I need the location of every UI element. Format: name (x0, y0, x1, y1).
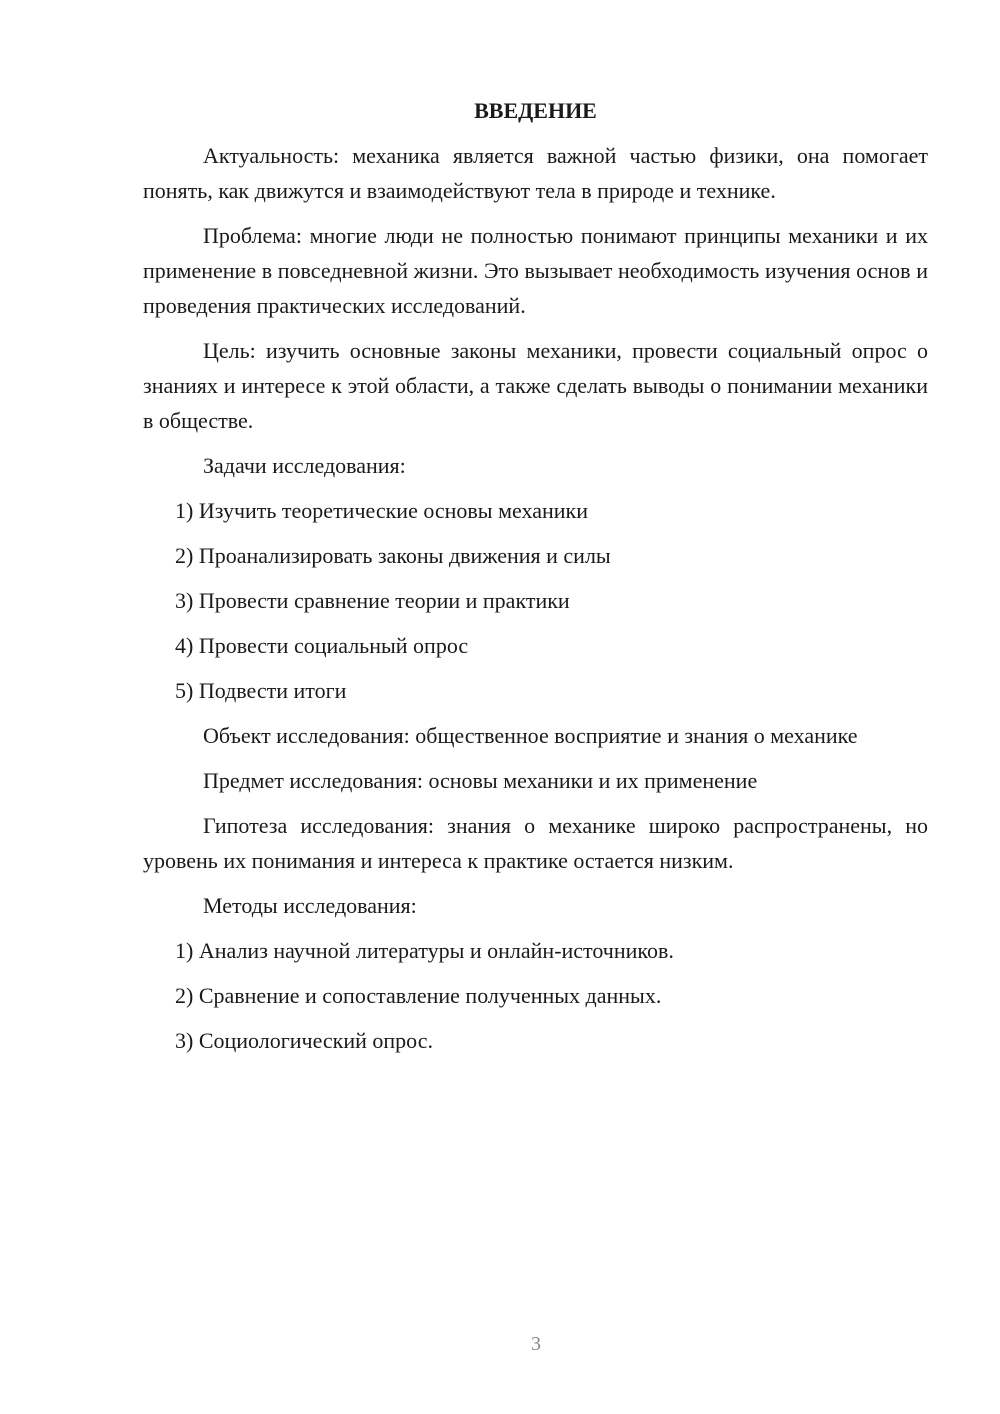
problem-paragraph: Проблема: многие люди не полностью понимают принципы механики и их применение в повседневной жизни. Это вызывает необходимость изучения основ и проведения практических исследований. (143, 223, 928, 318)
subject-paragraph: Предмет исследования: основы механики и их применение (203, 768, 758, 793)
hypothesis-paragraph: Гипотеза исследования: знания о механике широко распространены, но уровень их понимания и интереса к практике остается низким. (143, 813, 928, 873)
methods-heading: Методы исследования: (203, 893, 417, 918)
page-number: 3 (531, 1333, 541, 1355)
task-item: 3) Провести сравнение теории и практики (175, 588, 570, 613)
page-content (143, 96, 928, 1068)
task-item: 5) Подвести итоги (175, 678, 347, 703)
method-item: 1) Анализ научной литературы и онлайн-источников. (175, 938, 674, 963)
method-item: 3) Социологический опрос. (175, 1028, 433, 1053)
relevance-paragraph: Актуальность: механика является важной частью физики, она помогает понять, как движутся и взаимодействуют тела в природе и технике. (143, 143, 928, 203)
method-item: 2) Сравнение и сопоставление полученных данных. (175, 983, 662, 1008)
tasks-list (143, 493, 928, 708)
goal-paragraph: Цель: изучить основные законы механики, провести социальный опрос о знаниях и интересе к этой области, а также сделать выводы о понимании механики в обществе. (143, 338, 928, 433)
task-item: 1) Изучить теоретические основы механики (175, 498, 588, 523)
object-paragraph: Объект исследования: общественное восприятие и знания о механике (203, 723, 858, 748)
methods-list (143, 933, 928, 1058)
page-title: ВВЕДЕНИЕ (474, 98, 597, 123)
tasks-heading: Задачи исследования: (203, 453, 406, 478)
task-item: 2) Проанализировать законы движения и силы (175, 543, 611, 568)
task-item: 4) Провести социальный опрос (175, 633, 469, 658)
